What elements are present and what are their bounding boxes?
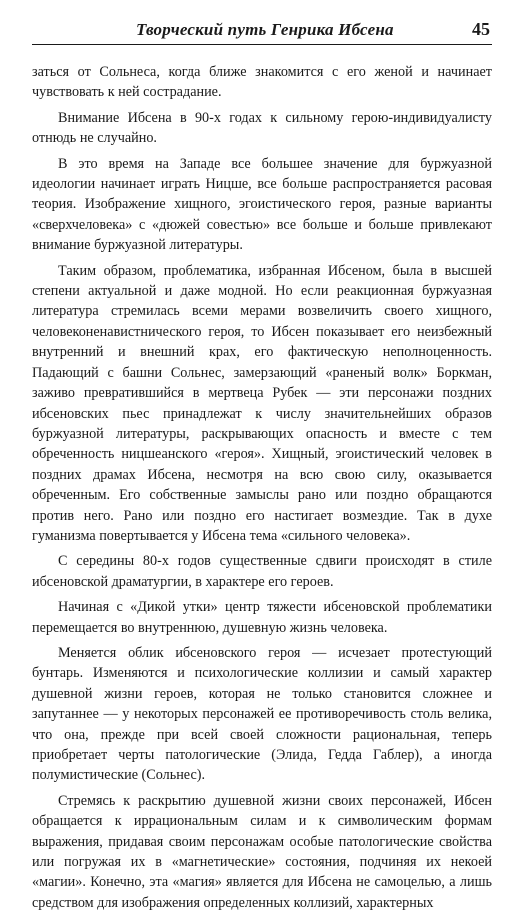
page-body [32,62,492,918]
paragraph: Начиная с «Дикой утки» центр тяжести ибсеновской проблематики перемещается во внутреннюю, душевную жизнь человека. [32,599,492,636]
paragraph: В это время на Западе все большее значение для буржуазной идеологии начинает играть Ницше, все больше распространяется расовая теория. Изображение хищного, эгоистического героя, разные варианты «сверхчеловека» с «дюжей совестью» все больше и больше привлекают внимание буржуазной литературы. [32,155,492,254]
paragraph: Внимание Ибсена в 90-х годах к сильному герою-индивидуалисту отнюдь не случайно. [32,109,492,147]
page-number: 45 [472,19,490,39]
paragraph: Стремясь к раскрытию душевной жизни своих персонажей, Ибсен обращается к иррациональным силам и к символическим формам выражения, придавая своим персонажам особые патологические свойства или погружая их в «магнетические» состояния, подчиняя их некоей «магии». Конечно, эта «магия» является для Ибсена не самоцелью, а лишь средством для изображения определенных коллизий, характерных [32,792,492,911]
running-title: Творческий путь Генрика Ибсена [136,20,394,39]
paragraph: Таким образом, проблематика, избранная Ибсеном, была в высшей степени актуальной и даже модной. Но если реакционная буржуазная литература стремилась всеми мерами возвеличить своего хищного, человеконенавистнического героя, то Ибсен показывает его неизбежный внутренний и внешний крах, его фактическую неполноценность. Падающий с башни Сольнес, замерзающий «раненый волк» Боркман, заживо превратившийся в мертвеца Рубек — эти персонажи поздних ибсеновских пьес принадлежат к числу значительнейших образов буржуазной литературы, раскрывающих опасность и вместе с тем обреченность ницшеанского «героя». Хищный, эгоистический человек в поздних драмах Ибсена, несмотря на всю свою силу, оказывается обреченным. Его собственные замыслы рано или поздно обращаются против него. Рано или поздно его настигает возмездие. Так в духе гуманизма повертывается у Ибсена тема «сильного человека». [32,262,492,544]
paragraph: Меняется облик ибсеновского героя — исчезает протестующий бунтарь. Изменяются и психологические коллизии и самый характер душевной жизни героев, которая не только становится сложнее и запутаннее — у некоторых персонажей ее противоречивость столь велика, что она, прежде при всей своей сложности рациональная, теперь приобретает черты патологические (Элида, Гедда Габлер), а иногда полумистические (Сольнес). [32,644,492,784]
running-header [32,14,492,45]
paragraph: С середины 80-х годов существенные сдвиги происходят в стиле ибсеновской драматургии, в характере его героев. [32,553,492,590]
paragraph-continuation: заться от Сольнеса, когда ближе знакомится с его женой и начинает чувствовать к ней сострадание. [32,64,492,101]
